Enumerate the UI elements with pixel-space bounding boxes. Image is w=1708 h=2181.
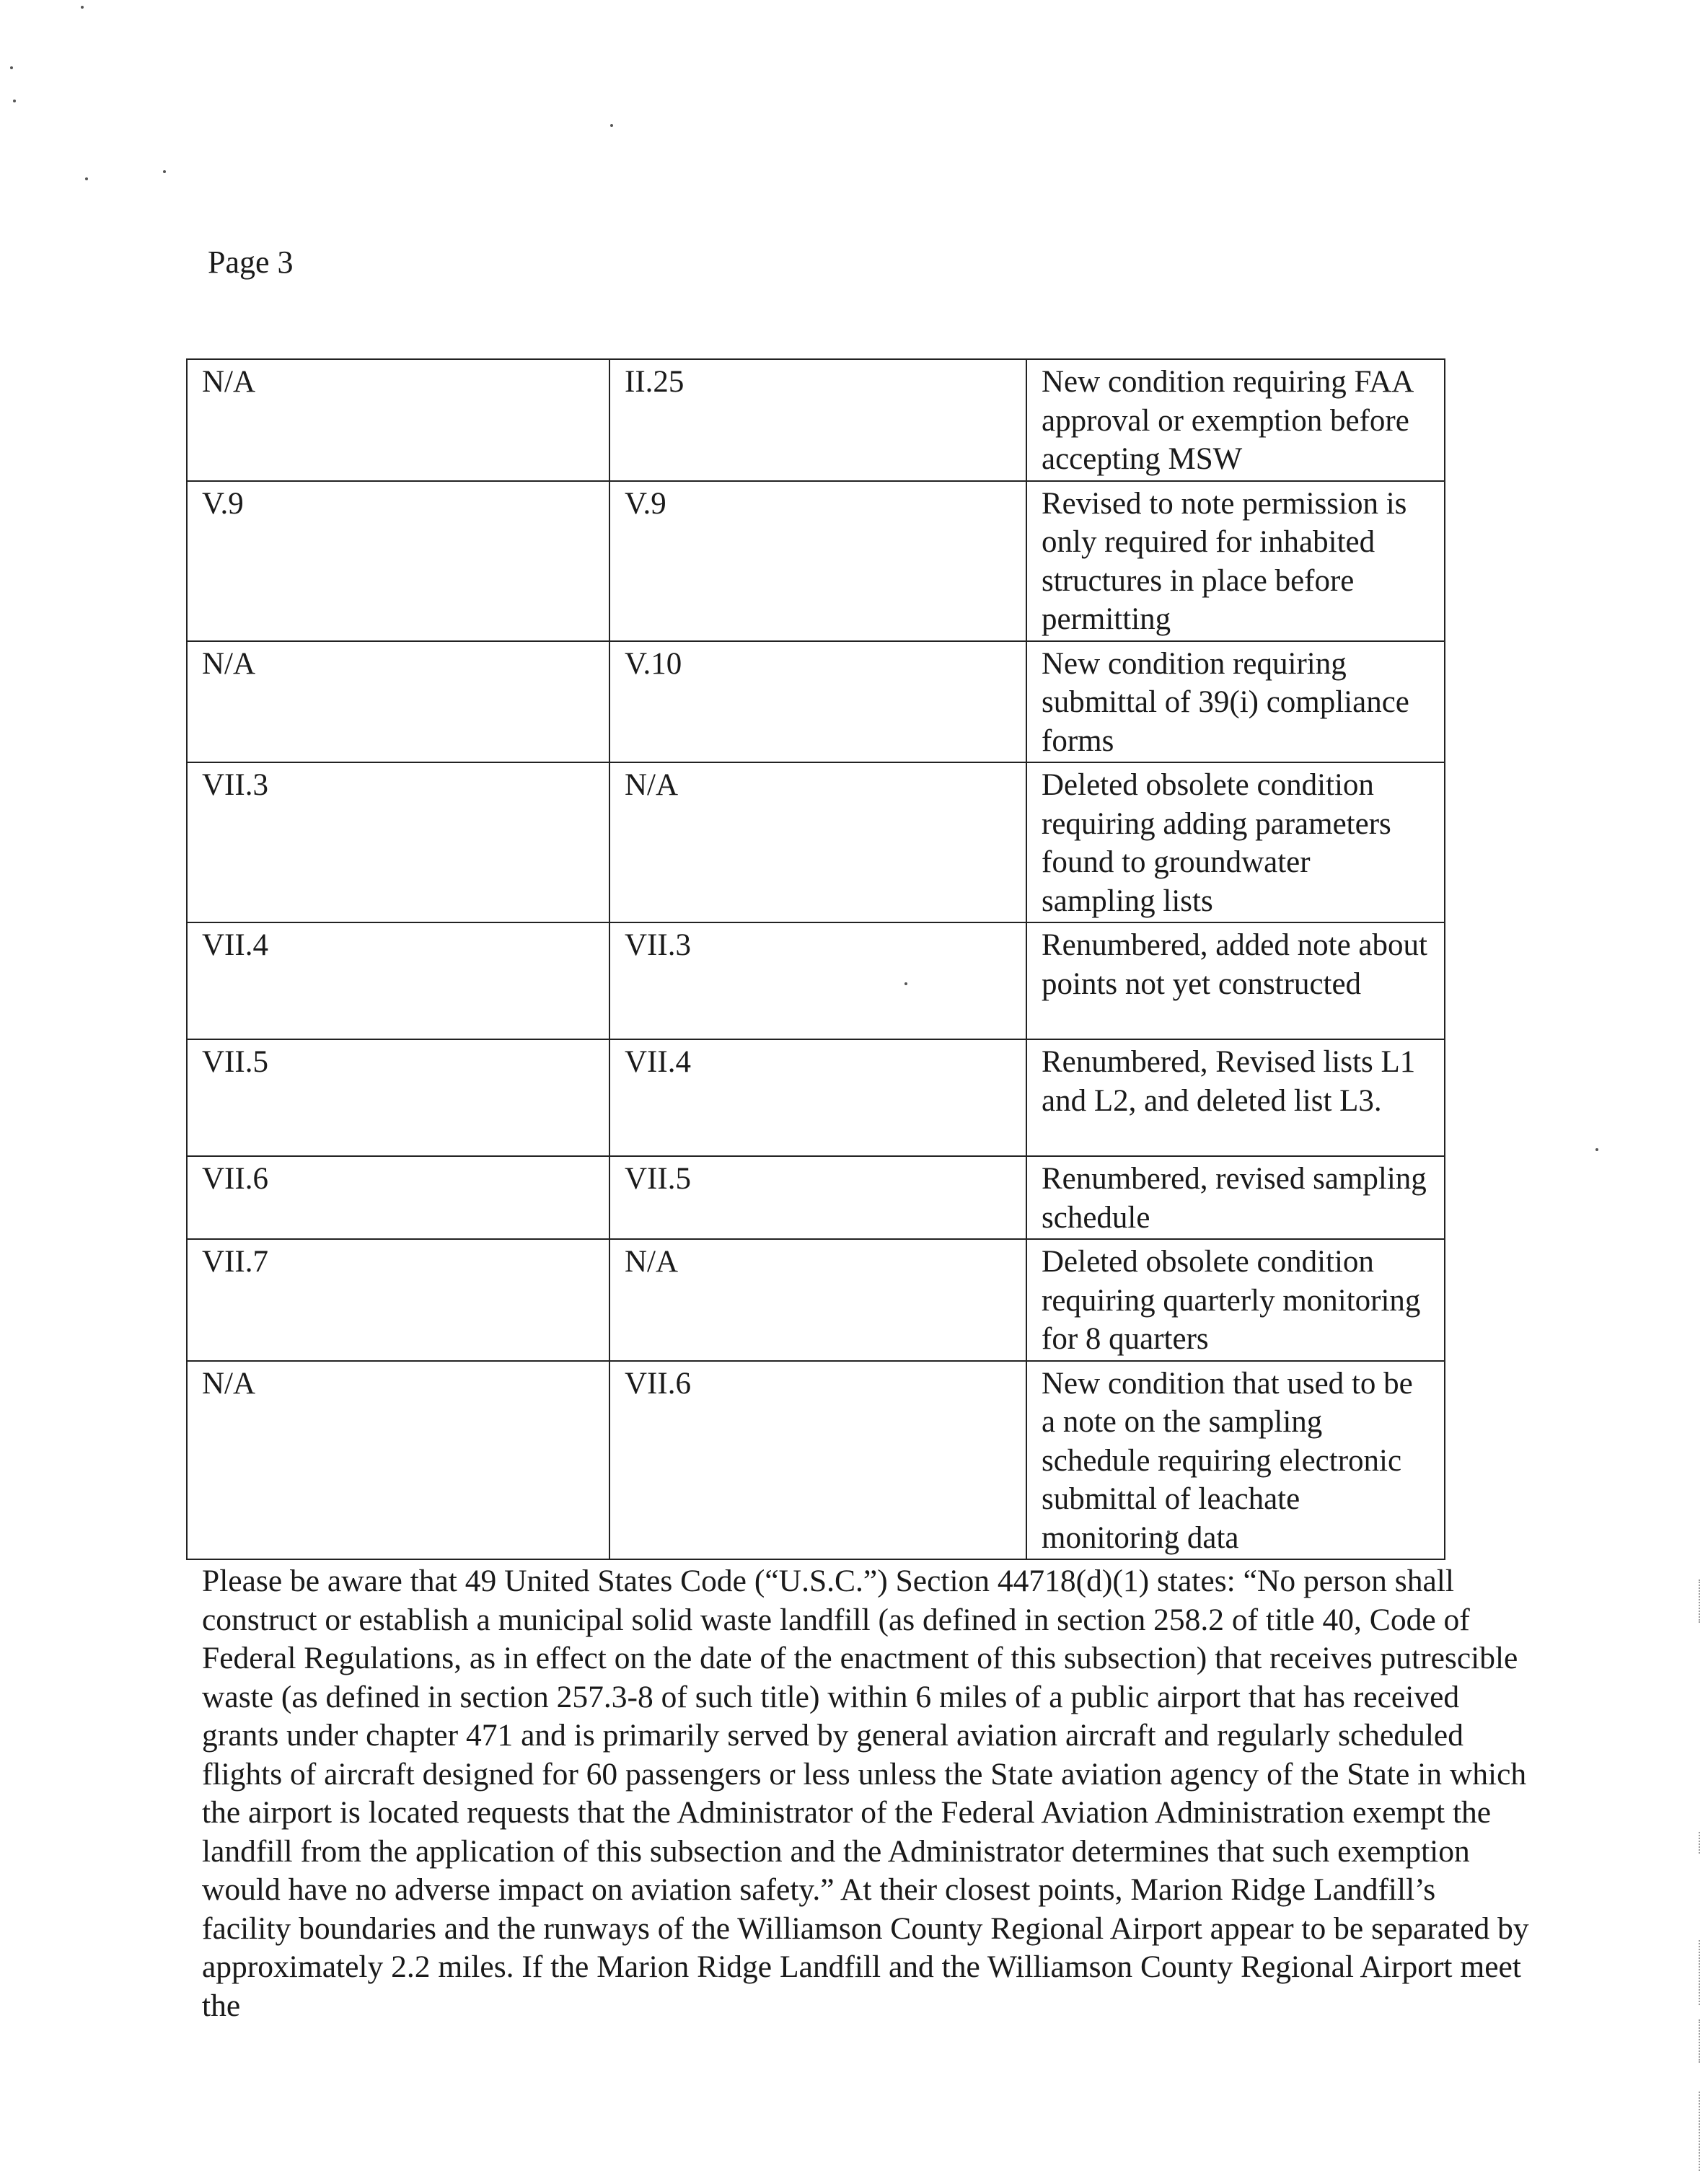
new-condition-cell: N/A <box>609 1239 1026 1361</box>
scan-speck <box>610 124 613 127</box>
scan-speck <box>13 100 16 102</box>
change-description-cell: New condition requiring submittal of 39(i) compliance forms <box>1026 641 1445 763</box>
table-row <box>187 1156 1445 1239</box>
scan-speck <box>85 177 88 180</box>
scan-edge-marks <box>1699 1579 1702 1623</box>
old-condition-cell: VII.7 <box>187 1239 609 1361</box>
old-condition-cell: V.9 <box>187 481 609 641</box>
new-condition-cell: V.9 <box>609 481 1026 641</box>
table-row <box>187 1239 1445 1361</box>
scan-edge-marks <box>1699 2019 1702 2063</box>
old-condition-cell: N/A <box>187 359 609 481</box>
new-condition-cell: N/A <box>609 762 1026 922</box>
change-description-cell: Renumbered, revised sampling schedule <box>1026 1156 1445 1239</box>
new-condition-cell: V.10 <box>609 641 1026 763</box>
new-condition-cell: VII.5 <box>609 1156 1026 1239</box>
scan-edge-marks <box>1699 2092 1702 2171</box>
change-description-cell: Deleted obsolete condition requiring quarterly monitoring for 8 quarters <box>1026 1239 1445 1361</box>
page-number: Page 3 <box>208 244 294 280</box>
table-row <box>187 1361 1445 1560</box>
change-description-cell: Deleted obsolete condition requiring adding parameters found to groundwater sampling lists <box>1026 762 1445 922</box>
new-condition-cell: II.25 <box>609 359 1026 481</box>
new-condition-cell: VII.6 <box>609 1361 1026 1560</box>
scan-speck <box>81 6 84 9</box>
scan-speck <box>1595 1148 1598 1151</box>
change-description-cell: Revised to note permission is only required for inhabited structures in place before permitting <box>1026 481 1445 641</box>
table-row <box>187 922 1445 1039</box>
old-condition-cell: VII.6 <box>187 1156 609 1239</box>
old-condition-cell: VII.3 <box>187 762 609 922</box>
change-description-cell: Renumbered, Revised lists L1 and L2, and deleted list L3. <box>1026 1039 1445 1156</box>
table-row <box>187 1039 1445 1156</box>
new-condition-cell: VII.3 <box>609 922 1026 1039</box>
new-condition-cell: VII.4 <box>609 1039 1026 1156</box>
old-condition-cell: N/A <box>187 1361 609 1560</box>
old-condition-cell: N/A <box>187 641 609 763</box>
table-row <box>187 641 1445 763</box>
old-condition-cell: VII.4 <box>187 922 609 1039</box>
scan-edge-marks <box>1699 1940 1702 2005</box>
scan-speck <box>10 66 13 69</box>
faa-notice-paragraph: Please be aware that 49 United States Code (“U.S.C.”) Section 44718(d)(1) states: “No person shall construct or establish a municipal solid waste landfill (as defined in section 258.2 of title 40, Code of Federal Regulations, as in effect on the date of the enactment of this subsection) that receives putrescible waste (as defined in section 257.3-8 of such title) within 6 miles of a public airport that has received grants under chapter 471 and is primarily served by general aviation aircraft and regularly scheduled flights of aircraft designed for 60 passengers or less unless the State aviation agency of the State in which the airport is located requests that the Administrator of the Federal Aviation Administration exempt the landfill from the application of this subsection and the Administrator determines that such exemption would have no adverse impact on aviation safety.” At their closest points, Marion Ridge Landfill’s facility boundaries and the runways of the Williamson County Regional Airport appear to be separated by approximately 2.2 miles. If the Marion Ridge Landfill and the Williamson County Regional Airport meet the <box>202 1564 1529 2023</box>
change-description-cell: Renumbered, added note about points not yet constructed <box>1026 922 1445 1039</box>
change-description-cell: New condition that used to be a note on the sampling schedule requiring electronic submittal of leachate monitoring data <box>1026 1361 1445 1560</box>
table-row <box>187 359 1445 481</box>
old-condition-cell: VII.5 <box>187 1039 609 1156</box>
scan-speck <box>163 170 166 173</box>
table-row <box>187 762 1445 922</box>
permit-conditions-table <box>186 358 1445 1560</box>
change-description-cell: New condition requiring FAA approval or exemption before accepting MSW <box>1026 359 1445 481</box>
table-row <box>187 481 1445 641</box>
scan-edge-marks <box>1699 1832 1702 1854</box>
